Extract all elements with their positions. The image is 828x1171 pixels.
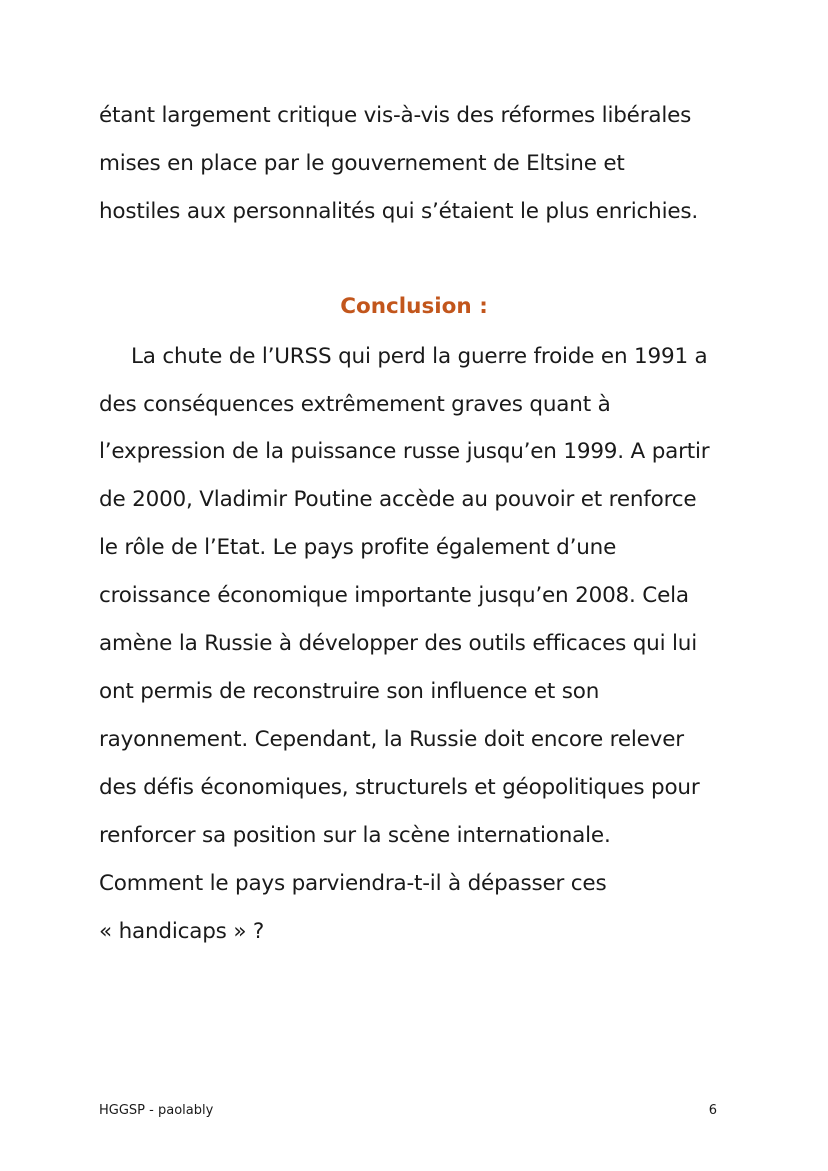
- paragraph-line: amène la Russie à développer des outils efficaces qui lui: [99, 631, 697, 656]
- paragraph-line: de 2000, Vladimir Poutine accède au pouvoir et renforce: [99, 487, 697, 512]
- page-number: 6: [708, 1103, 717, 1118]
- paragraph-line: hostiles aux personnalités qui s’étaient le plus enrichies.: [99, 199, 699, 224]
- paragraph-line: mises en place par le gouvernement de Eltsine et: [99, 151, 625, 176]
- paragraph-line: le rôle de l’Etat. Le pays profite également d’une: [99, 535, 617, 560]
- paragraph-line: renforcer sa position sur la scène internationale.: [99, 823, 611, 848]
- conclusion-heading: Conclusion :: [340, 294, 488, 319]
- paragraph-line: rayonnement. Cependant, la Russie doit encore relever: [99, 727, 684, 752]
- footer-label: HGGSP - paolably: [99, 1103, 214, 1118]
- paragraph-line: « handicaps » ?: [99, 919, 265, 944]
- paragraph-line: croissance économique importante jusqu’en 2008. Cela: [99, 583, 689, 608]
- paragraph-line: des défis économiques, structurels et géopolitiques pour: [99, 775, 700, 800]
- paragraph-line: Comment le pays parviendra-t-il à dépasser ces: [99, 871, 607, 896]
- paragraph-line: des conséquences extrêmement graves quant à: [99, 392, 611, 417]
- paragraph-line: La chute de l’URSS qui perd la guerre froide en 1991 a: [131, 344, 708, 369]
- paragraph-line: l’expression de la puissance russe jusqu’en 1999. A partir: [99, 439, 710, 464]
- paragraph-line: ont permis de reconstruire son influence et son: [99, 679, 600, 704]
- paragraph-line: étant largement critique vis-à-vis des réformes libérales: [99, 103, 692, 128]
